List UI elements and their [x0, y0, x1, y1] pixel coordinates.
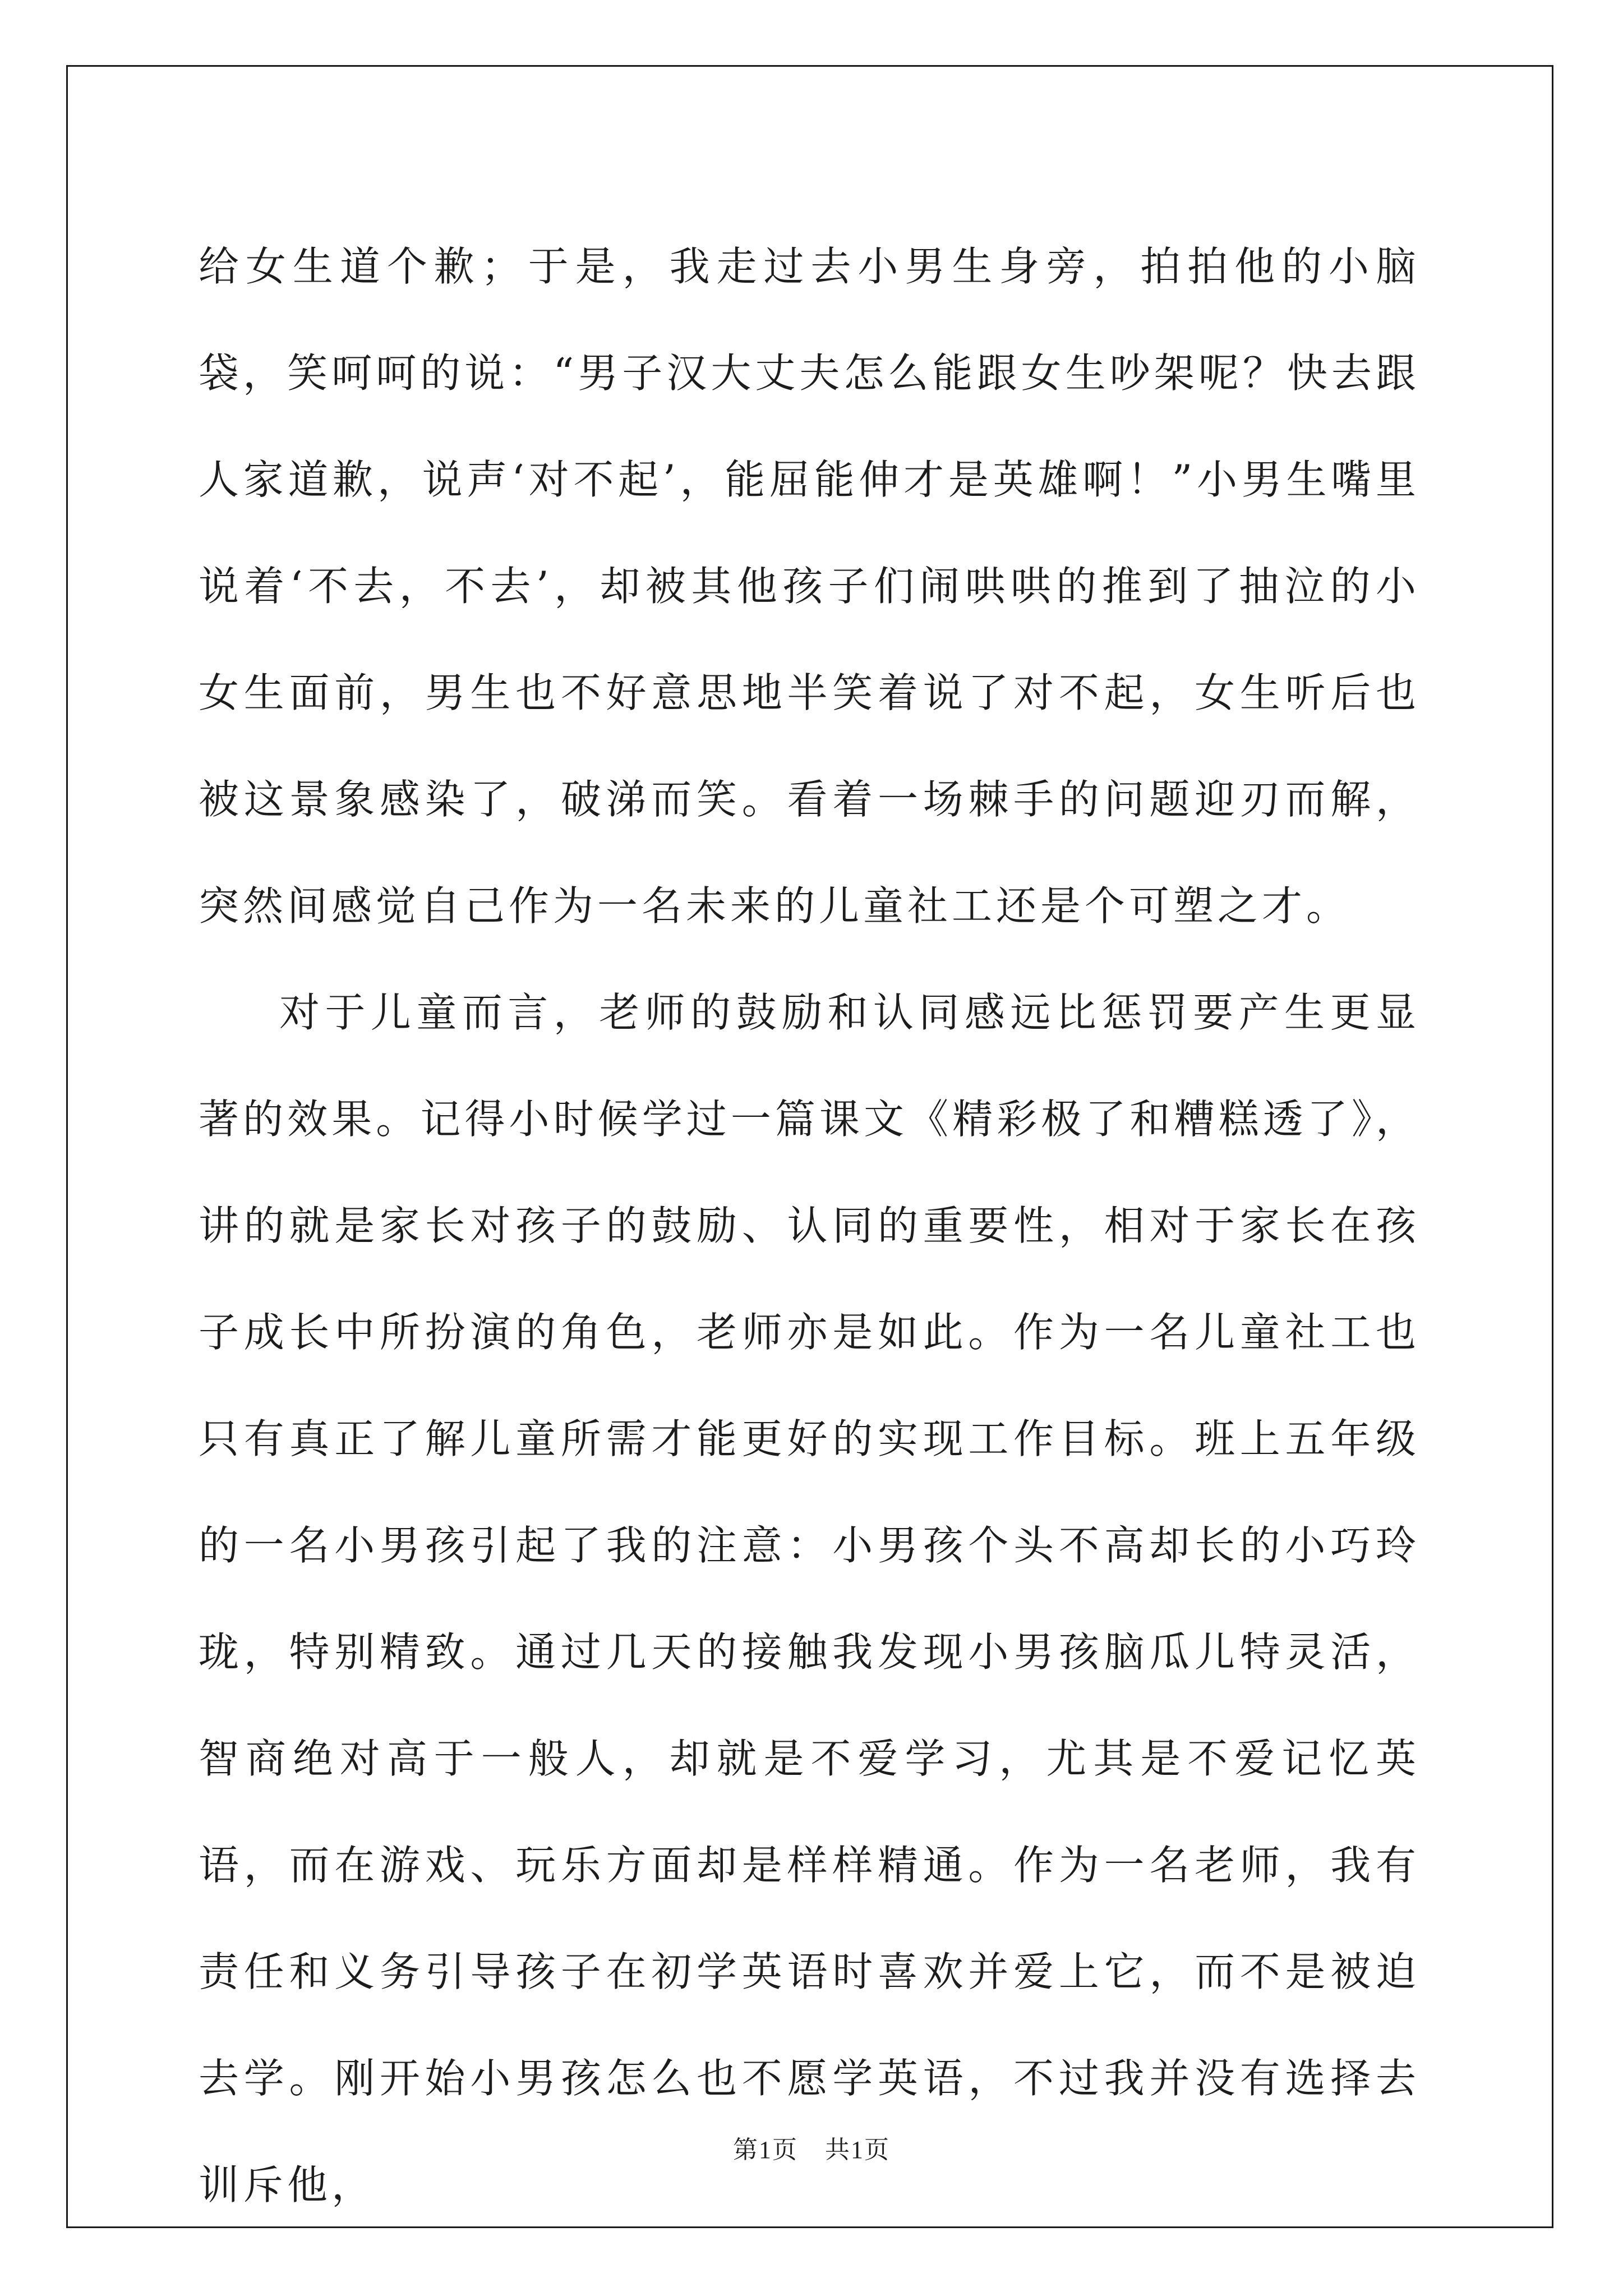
page-total: 共1页	[825, 2136, 890, 2164]
paragraph-2: 对于儿童而言，老师的鼓励和认同感远比惩罚要产生更显著的效果。记得小时候学过一篇课文《精彩极了和糟糕透了》，讲的就是家长对孩子的鼓励、认同的重要性，相对于家长在孩子成长中所扮演的角色，老师亦是如此。作为一名儿童社工也只有真正了解儿童所需才能更好的实现工作目标。班上五年级的一名小男孩引起了我的注意：小男孩个头不高却长的小巧玲珑，特别精致。通过几天的接触我发现小男孩脑瓜儿特灵活，智商绝对高于一般人，却就是不爱学习，尤其是不爱记忆英语，而在游戏、玩乐方面却是样样精通。作为一名老师，我有责任和义务引导孩子在初学英语时喜欢并爱上它，而不是被迫去学。刚开始小男孩怎么也不愿学英语，不过我并没有选择去训斥他，	[199, 989, 1420, 2208]
document-body	[199, 213, 1420, 2238]
paragraph-1: 给女生道个歉；于是，我走过去小男生身旁，拍拍他的小脑袋，笑呵呵的说：“男子汉大丈夫怎么能跟女生吵架呢？快去跟人家道歉，说声‘对不起’，能屈能伸才是英雄啊！”小男生嘴里说着‘不去，不去’，却被其他孩子们闹哄哄的推到了抽泣的小女生面前，男生也不好意思地半笑着说了对不起，女生听后也被这景象感染了，破涕而笑。看着一场棘手的问题迎刃而解，突然间感觉自己作为一名未来的儿童社工还是个可塑之才。	[199, 243, 1420, 930]
page-footer	[0, 2129, 1623, 2165]
page-number: 第1页	[733, 2136, 798, 2164]
